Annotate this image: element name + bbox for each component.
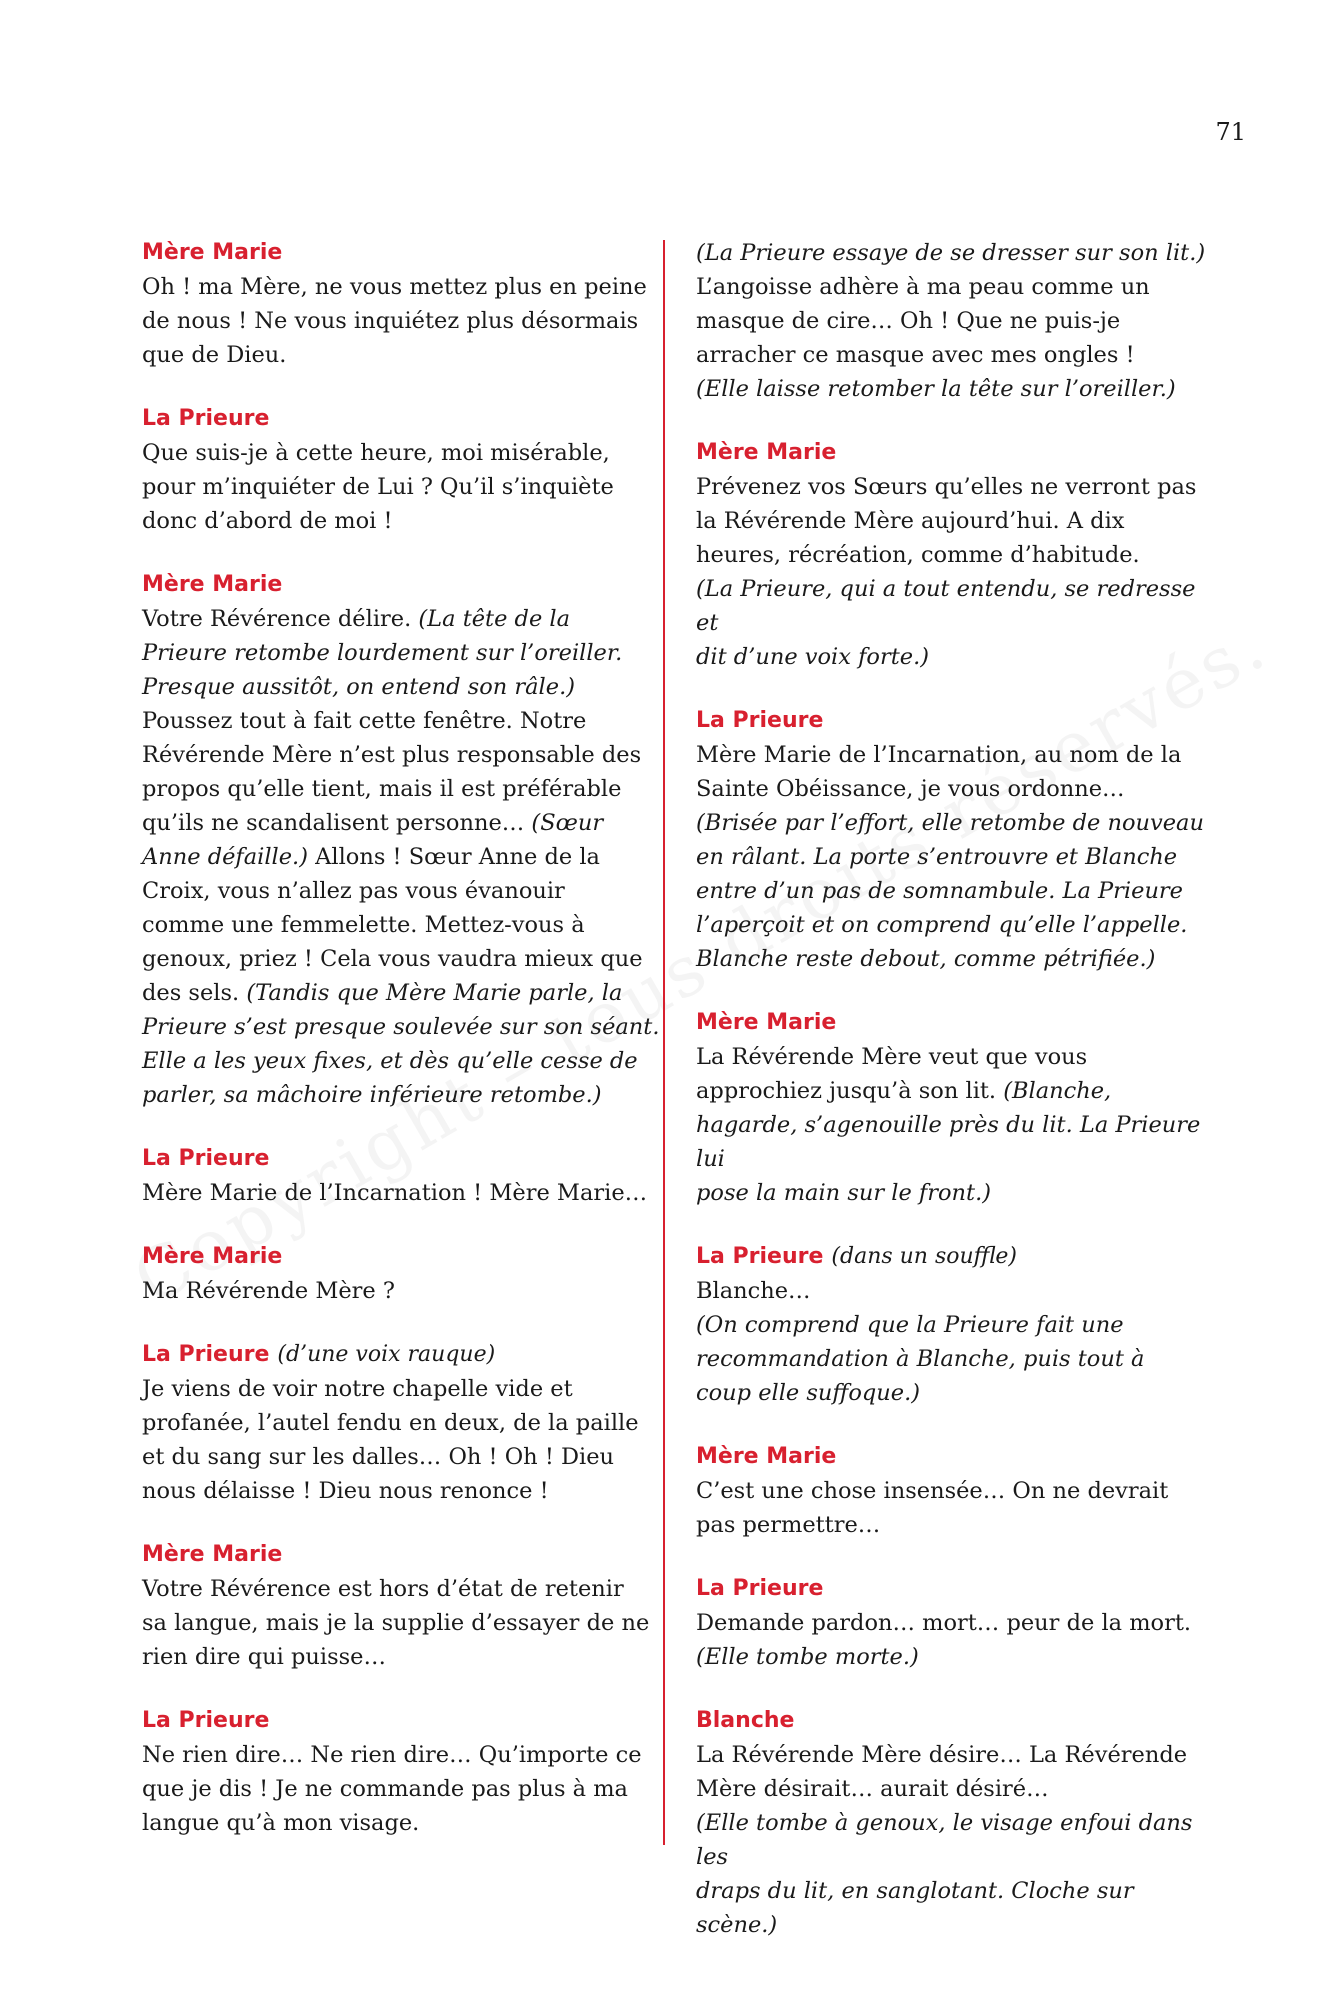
dialogue-block (142, 568, 662, 1112)
speaker-label: La Prieure (142, 1342, 270, 1367)
speaker-name (142, 1704, 662, 1738)
dialogue-line (142, 1078, 662, 1112)
stage-direction-text: en râlant. La porte s’entrouvre et Blanche (696, 844, 1178, 870)
spoken-text: approchiez jusqu’à son lit. (696, 1078, 1004, 1104)
dialogue-line (142, 670, 662, 704)
dialogue-line (696, 338, 1216, 372)
spoken-text: Blanche… (696, 1278, 811, 1304)
spoken-text: La Révérende Mère veut que vous (696, 1044, 1088, 1070)
stage-direction-text: (Elle tombe morte.) (696, 1644, 919, 1670)
dialogue-line (696, 640, 1216, 674)
dialogue-line (142, 504, 662, 538)
dialogue-line (696, 1274, 1216, 1308)
dialogue-line (696, 942, 1216, 976)
speaker-label: Mère Marie (696, 1444, 837, 1469)
stage-direction-text: entre d’un pas de somnambule. La Prieure (696, 878, 1184, 904)
spoken-text: des sels. (142, 980, 247, 1006)
dialogue-line (142, 1372, 662, 1406)
spoken-text: nous délaisse ! Dieu nous renonce ! (142, 1478, 549, 1504)
spoken-text: Poussez tout à fait cette fenêtre. Notre (142, 708, 587, 734)
spoken-text: donc d’abord de moi ! (142, 508, 393, 534)
spoken-text: rien dire qui puisse… (142, 1644, 386, 1670)
dialogue-line (696, 470, 1216, 504)
dialogue-line (696, 1108, 1216, 1176)
spoken-text: Ne rien dire… Ne rien dire… Qu’importe ce (142, 1742, 642, 1768)
stage-direction-text: Prieure s’est presque soulevée sur son séant. (142, 1014, 660, 1040)
dialogue-line (696, 270, 1216, 304)
dialogue-line (142, 1176, 662, 1210)
dialogue-line (142, 1640, 662, 1674)
dialogue-line (142, 338, 662, 372)
dialogue-block (696, 1240, 1216, 1410)
dialogue-block (142, 1338, 662, 1508)
stage-direction-text: (Brisée par l’effort, elle retombe de nouveau (696, 810, 1204, 836)
dialogue-line (142, 1274, 662, 1308)
dialogue-line (142, 738, 662, 772)
speaker-name (142, 1240, 662, 1274)
dialogue-block (142, 236, 662, 372)
dialogue-line (142, 1572, 662, 1606)
spoken-text: pas permettre… (696, 1512, 881, 1538)
speaker-name (142, 402, 662, 436)
spoken-text: genoux, priez ! Cela vous vaudra mieux que (142, 946, 643, 972)
speaker-name (696, 1240, 1216, 1274)
dialogue-line (142, 772, 662, 806)
spoken-text: que je dis ! Je ne commande pas plus à ma (142, 1776, 628, 1802)
dialogue-line (142, 874, 662, 908)
spoken-text: heures, récréation, comme d’habitude. (696, 542, 1140, 568)
dialogue-line (696, 572, 1216, 640)
stage-direction-text: l’aperçoit et on comprend qu’elle l’appelle. (696, 912, 1188, 938)
speaker-label: Mère Marie (142, 240, 283, 265)
spoken-text: profanée, l’autel fendu en deux, de la paille (142, 1410, 639, 1436)
speaker-name (696, 704, 1216, 738)
stage-direction-text: (Blanche, (1003, 1078, 1112, 1104)
dialogue-line (696, 1040, 1216, 1074)
dialogue-block (142, 1240, 662, 1308)
dialogue-line (142, 1738, 662, 1772)
dialogue-line (696, 738, 1216, 772)
dialogue-block (696, 1006, 1216, 1210)
speaker-label: Mère Marie (696, 1010, 837, 1035)
dialogue-block (142, 1142, 662, 1210)
speaker-label: La Prieure (696, 708, 824, 733)
stage-direction-text: (La Prieure, qui a tout entendu, se redresse et (696, 576, 1203, 636)
dialogue-line (142, 1440, 662, 1474)
speaker-label: Blanche (696, 1708, 795, 1733)
spoken-text: Prévenez vos Sœurs qu’elles ne verront pas (696, 474, 1197, 500)
dialogue-line (142, 436, 662, 470)
speaker-name (696, 1006, 1216, 1040)
stage-direction-text: hagarde, s’agenouille près du lit. La Prieure lui (696, 1112, 1208, 1172)
dialogue-line (696, 1640, 1216, 1674)
dialogue-line (142, 976, 662, 1010)
dialogue-line (142, 840, 662, 874)
spoken-text: Je viens de voir notre chapelle vide et (142, 1376, 573, 1402)
speaker-name (142, 568, 662, 602)
spoken-text: La Révérende Mère désire… La Révérende (696, 1742, 1188, 1768)
stage-direction-text: (Tandis que Mère Marie parle, la (246, 980, 623, 1006)
speaker-name (142, 236, 662, 270)
spoken-text: de nous ! Ne vous inquiétez plus désormais (142, 308, 639, 334)
dialogue-line (142, 636, 662, 670)
speaker-label: Mère Marie (142, 572, 283, 597)
spoken-text: Mère Marie de l’Incarnation ! Mère Marie… (142, 1180, 648, 1206)
dialogue-block (142, 1538, 662, 1674)
right-column (696, 236, 1216, 1972)
dialogue-line (142, 704, 662, 738)
stage-direction-text: (La tête de la (418, 606, 571, 632)
spoken-text: la Révérende Mère aujourd’hui. A dix (696, 508, 1125, 534)
dialogue-line (696, 772, 1216, 806)
speaker-label: Mère Marie (142, 1244, 283, 1269)
dialogue-block (696, 236, 1216, 406)
spoken-text: Mère Marie de l’Incarnation, au nom de la (696, 742, 1182, 768)
stage-direction-text: (Elle tombe à genoux, le visage enfoui dans les (696, 1810, 1200, 1870)
stage-direction-text: (La Prieure essaye de se dresser sur son lit.) (696, 240, 1206, 266)
speaker-label: La Prieure (696, 1576, 824, 1601)
dialogue-line (142, 470, 662, 504)
spoken-text: Allons ! Sœur Anne de la (308, 844, 600, 870)
dialogue-line (696, 908, 1216, 942)
spoken-text: Demande pardon… mort… peur de la mort. (696, 1610, 1192, 1636)
dialogue-block (696, 1572, 1216, 1674)
page-number: 71 (1215, 118, 1246, 146)
stage-direction-text: recommandation à Blanche, puis tout à (696, 1346, 1145, 1372)
dialogue-line (696, 806, 1216, 840)
spoken-text: Que suis-je à cette heure, moi misérable, (142, 440, 610, 466)
spoken-text: Révérende Mère n’est plus responsable des (142, 742, 642, 768)
dialogue-line (696, 1874, 1216, 1942)
spoken-text: qu’ils ne scandalisent personne… (142, 810, 532, 836)
speaker-label: Mère Marie (696, 440, 837, 465)
dialogue-line (696, 304, 1216, 338)
stage-direction-text: (Elle laisse retomber la tête sur l’oreiller.) (696, 376, 1176, 402)
dialogue-block (696, 1704, 1216, 1942)
dialogue-line (142, 1474, 662, 1508)
stage-direction-text: (On comprend que la Prieure fait une (696, 1312, 1124, 1338)
speaker-label: La Prieure (142, 1708, 270, 1733)
speaker-label: La Prieure (142, 1146, 270, 1171)
stage-direction-text: (Sœur (531, 810, 604, 836)
speaker-name (696, 1440, 1216, 1474)
stage-direction-text: coup elle suffoque.) (696, 1380, 921, 1406)
dialogue-line (696, 1474, 1216, 1508)
dialogue-line (696, 840, 1216, 874)
spoken-text: Sainte Obéissance, je vous ordonne… (696, 776, 1125, 802)
stage-direction-text: draps du lit, en sanglotant. Cloche sur scène.) (696, 1878, 1141, 1938)
spoken-text: Mère désirait… aurait désiré… (696, 1776, 1049, 1802)
dialogue-block (142, 402, 662, 538)
dialogue-line (142, 1606, 662, 1640)
spoken-text: Oh ! ma Mère, ne vous mettez plus en peine (142, 274, 647, 300)
dialogue-line (142, 304, 662, 338)
dialogue-line (696, 504, 1216, 538)
dialogue-line (696, 1772, 1216, 1806)
spoken-text: sa langue, mais je la supplie d’essayer de ne (142, 1610, 650, 1636)
spoken-text: Votre Révérence est hors d’état de retenir (142, 1576, 624, 1602)
stage-direction-text: Presque aussitôt, on entend son râle.) (142, 674, 575, 700)
dialogue-line (142, 1010, 662, 1044)
dialogue-block (696, 436, 1216, 674)
spoken-text: L’angoisse adhère à ma peau comme un (696, 274, 1150, 300)
dialogue-line (696, 372, 1216, 406)
speaker-name (696, 436, 1216, 470)
speaker-name (696, 1572, 1216, 1606)
dialogue-line (696, 1738, 1216, 1772)
stage-direction-text: Elle a les yeux fixes, et dès qu’elle cesse de (142, 1048, 638, 1074)
stage-direction: (dans un souffle) (831, 1244, 1017, 1269)
dialogue-line (142, 270, 662, 304)
dialogue-line (696, 1074, 1216, 1108)
dialogue-line (696, 1342, 1216, 1376)
spoken-text: Votre Révérence délire. (142, 606, 419, 632)
dialogue-line (142, 1772, 662, 1806)
dialogue-line (696, 1606, 1216, 1640)
speaker-name (142, 1338, 662, 1372)
dialogue-line (696, 1376, 1216, 1410)
dialogue-block (142, 1704, 662, 1840)
speaker-label: La Prieure (142, 406, 270, 431)
speaker-label: Mère Marie (142, 1542, 283, 1567)
dialogue-line (142, 806, 662, 840)
spoken-text: C’est une chose insensée… On ne devrait (696, 1478, 1169, 1504)
spoken-text: Croix, vous n’allez pas vous évanouir (142, 878, 565, 904)
spoken-text: pour m’inquiéter de Lui ? Qu’il s’inquiète (142, 474, 614, 500)
speaker-name (142, 1142, 662, 1176)
spoken-text: propos qu’elle tient, mais il est préférable (142, 776, 622, 802)
column-divider (663, 240, 665, 1845)
stage-direction-text: parler, sa mâchoire inférieure retombe.) (142, 1082, 602, 1108)
dialogue-block (696, 1440, 1216, 1542)
speaker-label: La Prieure (696, 1244, 824, 1269)
dialogue-line (142, 942, 662, 976)
stage-direction-text: Blanche reste debout, comme pétrifiée.) (696, 946, 1156, 972)
left-column (142, 236, 662, 1870)
dialogue-block (696, 704, 1216, 976)
dialogue-line (696, 1308, 1216, 1342)
dialogue-line (696, 236, 1216, 270)
spoken-text: Ma Révérende Mère ? (142, 1278, 395, 1304)
dialogue-line (142, 602, 662, 636)
dialogue-line (142, 1406, 662, 1440)
speaker-name (696, 1704, 1216, 1738)
dialogue-line (696, 1806, 1216, 1874)
dialogue-line (696, 874, 1216, 908)
dialogue-line (696, 538, 1216, 572)
dialogue-line (696, 1508, 1216, 1542)
spoken-text: arracher ce masque avec mes ongles ! (696, 342, 1135, 368)
stage-direction-text: dit d’une voix forte.) (696, 644, 930, 670)
stage-direction: (d’une voix rauque) (277, 1342, 496, 1367)
speaker-name (142, 1538, 662, 1572)
spoken-text: masque de cire… Oh ! Que ne puis-je (696, 308, 1121, 334)
spoken-text: et du sang sur les dalles… Oh ! Oh ! Dieu (142, 1444, 615, 1470)
dialogue-line (142, 1806, 662, 1840)
spoken-text: langue qu’à mon visage. (142, 1810, 420, 1836)
stage-direction-text: Anne défaille.) (142, 844, 308, 870)
stage-direction-text: pose la main sur le front.) (696, 1180, 992, 1206)
dialogue-line (142, 1044, 662, 1078)
stage-direction-text: Prieure retombe lourdement sur l’oreiller. (142, 640, 623, 666)
dialogue-line (142, 908, 662, 942)
spoken-text: que de Dieu. (142, 342, 287, 368)
spoken-text: comme une femmelette. Mettez-vous à (142, 912, 585, 938)
dialogue-line (696, 1176, 1216, 1210)
